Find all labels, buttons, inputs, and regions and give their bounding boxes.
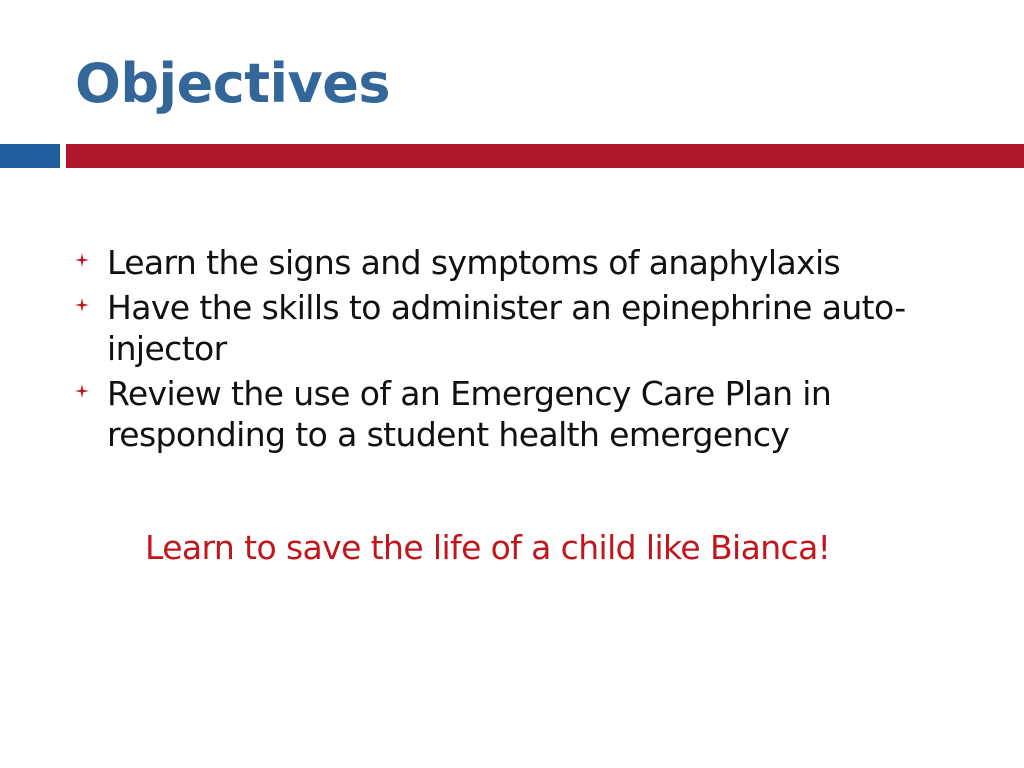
four-point-star-icon bbox=[75, 384, 89, 398]
slide-title: Objectives bbox=[75, 52, 390, 115]
tagline: Learn to save the life of a child like Bianca! bbox=[145, 528, 831, 567]
objectives-list bbox=[75, 242, 975, 459]
objective-text: Learn the signs and symptoms of anaphylaxis bbox=[107, 243, 841, 282]
objective-text: Review the use of an Emergency Care Plan in responding to a student health emergency bbox=[107, 374, 832, 454]
objective-item bbox=[75, 287, 975, 369]
objective-item bbox=[75, 242, 975, 283]
objective-text: Have the skills to administer an epinephrine auto-injector bbox=[107, 288, 906, 368]
four-point-star-icon bbox=[75, 298, 89, 312]
title-divider-red bbox=[66, 144, 1024, 168]
four-point-star-icon bbox=[75, 253, 89, 267]
title-divider-blue bbox=[0, 144, 60, 168]
objective-item bbox=[75, 373, 975, 455]
